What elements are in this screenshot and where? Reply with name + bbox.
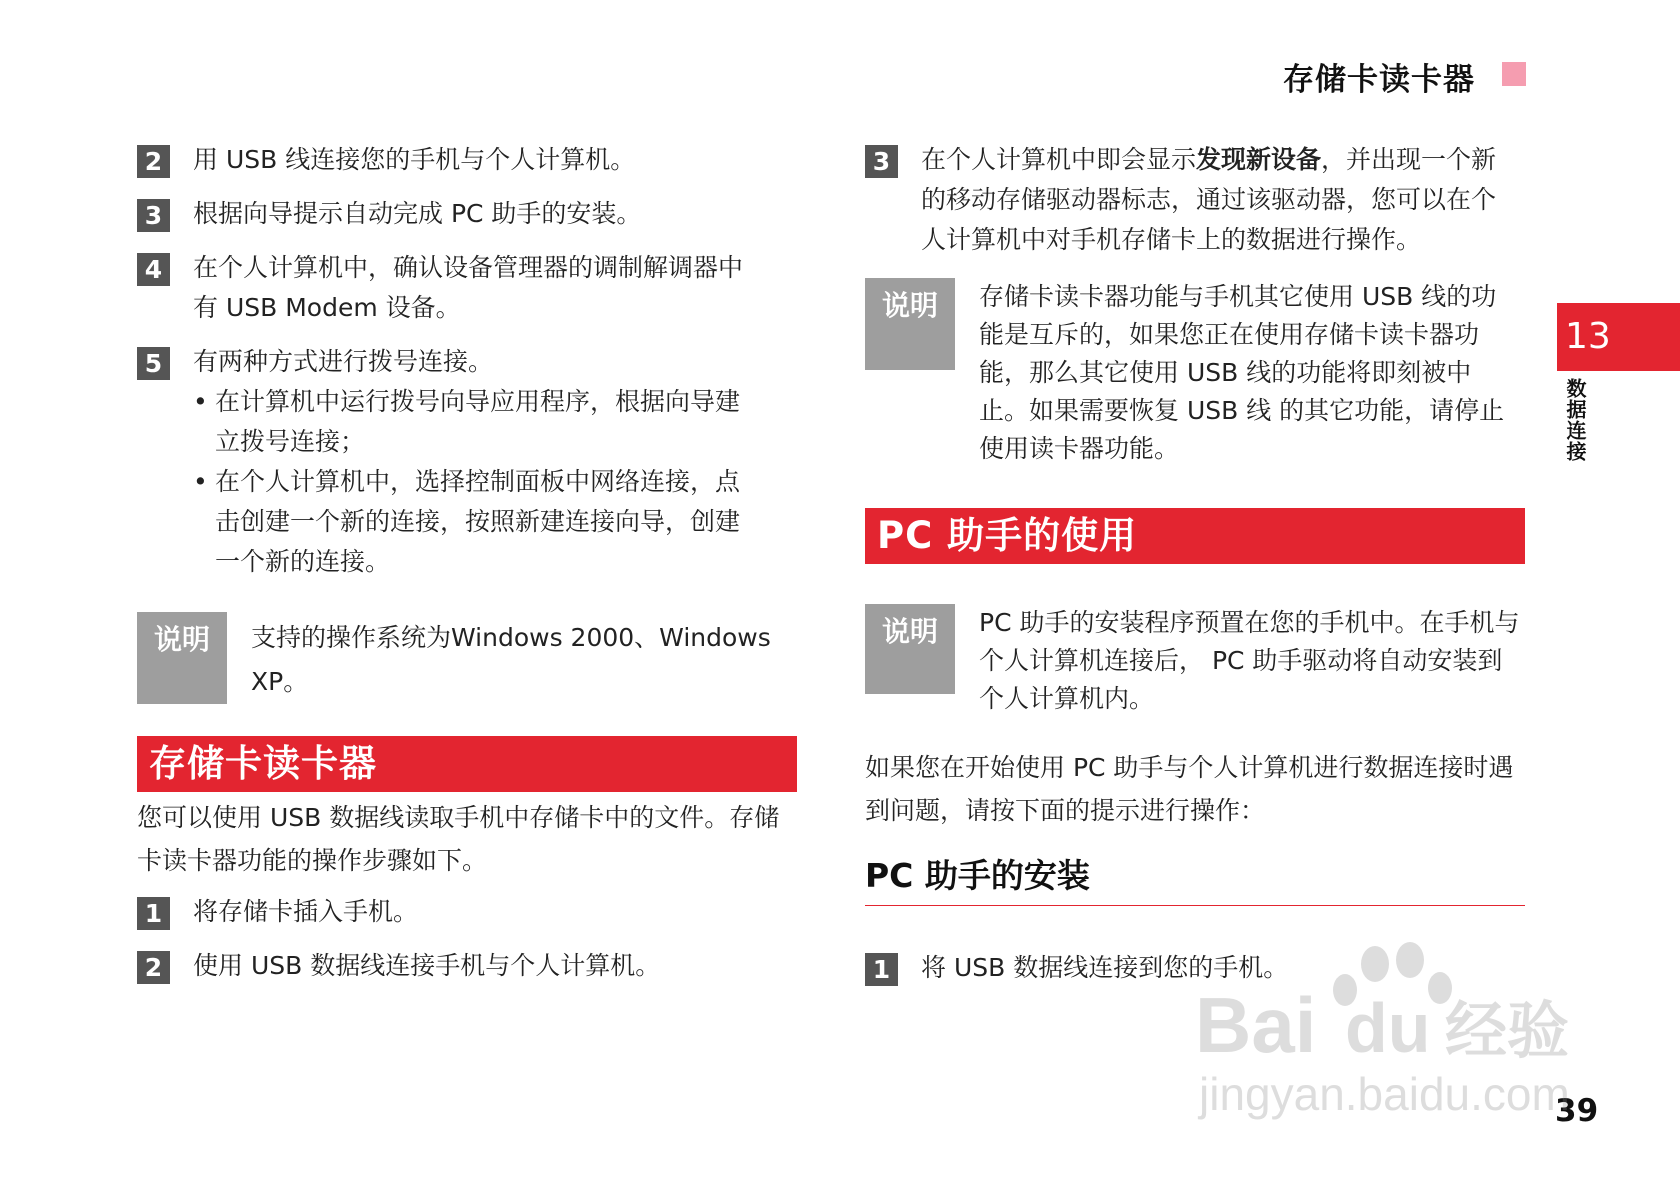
watermark-brand-b: du — [1345, 989, 1431, 1067]
step-text-post: ，并出现一个新的移动存储驱动器标志，通过该驱动器，您可以在个人计算机中对手机存储卡上的数据进行操作。 — [921, 145, 1497, 254]
subsection-heading: PC 助手的安装 — [865, 850, 1525, 906]
page-header-title: 存储卡读卡器 — [1283, 62, 1475, 98]
right-column — [865, 140, 1525, 1002]
step-number: 3 — [865, 145, 898, 178]
baidu-watermark-logo — [1195, 942, 1595, 1122]
step-number: 1 — [865, 953, 898, 986]
step-text — [921, 140, 1511, 260]
pc-assistant-para: 如果您在开始使用 PC 助手与个人计算机进行数据连接时遇到问题，请按下面的提示进行操作： — [865, 753, 1514, 825]
card-reader-intro: 您可以使用 USB 数据线读取手机中存储卡中的文件。存储卡读卡器功能的操作步骤如下。 — [137, 803, 780, 875]
step-number: 2 — [137, 951, 170, 984]
list-item: • 在计算机中运行拨号向导应用程序，根据向导建立拨号连接； — [193, 382, 763, 462]
note-box-pc-assistant — [865, 604, 1525, 718]
step-number: 3 — [137, 199, 170, 232]
step-5 — [137, 342, 797, 382]
step-text: 有两种方式进行拨号连接。 — [193, 347, 494, 376]
step-number: 1 — [137, 897, 170, 930]
step-text: 在个人计算机中，确认设备管理器的调制解调器中有 USB Modem 设备。 — [193, 253, 744, 322]
watermark-url: jingyan.baidu.com — [1199, 1068, 1570, 1120]
watermark-brand-c: 经验 — [1445, 994, 1570, 1067]
step-2b — [137, 946, 797, 986]
chapter-tab: 13 — [1557, 303, 1680, 371]
step-text: 将 USB 数据线连接到您的手机。 — [921, 953, 1289, 982]
step-4 — [137, 248, 797, 328]
section-banner-card-reader: 存储卡读卡器 — [137, 736, 797, 792]
dial-methods-list — [170, 382, 763, 582]
step-3 — [137, 194, 797, 234]
list-item: • 在个人计算机中，选择控制面板中网络连接，点击创建一个新的连接，按照新建连接向导，创建一个新的连接。 — [193, 462, 763, 582]
section-banner-pc-assistant: PC 助手的使用 — [865, 508, 1525, 564]
chapter-label: 数据连接 — [1563, 378, 1587, 462]
step-1 — [137, 892, 797, 932]
step-text: 将存储卡插入手机。 — [193, 897, 419, 926]
note-tag: 说明 — [865, 604, 955, 694]
step-text: 根据向导提示自动完成 PC 助手的安装。 — [193, 199, 642, 228]
step-number: 4 — [137, 253, 170, 286]
step-2 — [137, 140, 797, 180]
step-3-right — [865, 140, 1525, 260]
left-column — [137, 140, 797, 1000]
step-text: 用 USB 线连接您的手机与个人计算机。 — [193, 145, 636, 174]
step-text: 使用 USB 数据线连接手机与个人计算机。 — [193, 951, 661, 980]
note-text: 支持的操作系统为Windows 2000、Windows XP。 — [251, 623, 771, 696]
note-box — [137, 612, 797, 704]
note-tag: 说明 — [865, 278, 955, 370]
note-tag: 说明 — [137, 612, 227, 704]
note-text: PC 助手的安装程序预置在您的手机中。在手机与个人计算机连接后， PC 助手驱动将自动安装到个人计算机内。 — [979, 608, 1520, 713]
step-text-bold: 发现新设备 — [1196, 145, 1322, 174]
watermark-brand-a: Bai — [1195, 981, 1317, 1069]
step-number: 2 — [137, 145, 170, 178]
note-box-exclusive — [865, 278, 1525, 468]
step-number: 5 — [137, 347, 170, 380]
step-text-pre: 在个人计算机中即会显示 — [921, 145, 1197, 174]
header-marker — [1502, 62, 1526, 86]
note-text: 存储卡读卡器功能与手机其它使用 USB 线的功能是互斥的，如果您正在使用存储卡读卡器功能，那么其它使用 USB 线的功能将即刻被中止。如果需要恢复 USB 线 的其它功能，请停止使用读卡器功能。 — [979, 282, 1505, 463]
page-number: 39 — [1555, 1093, 1599, 1129]
